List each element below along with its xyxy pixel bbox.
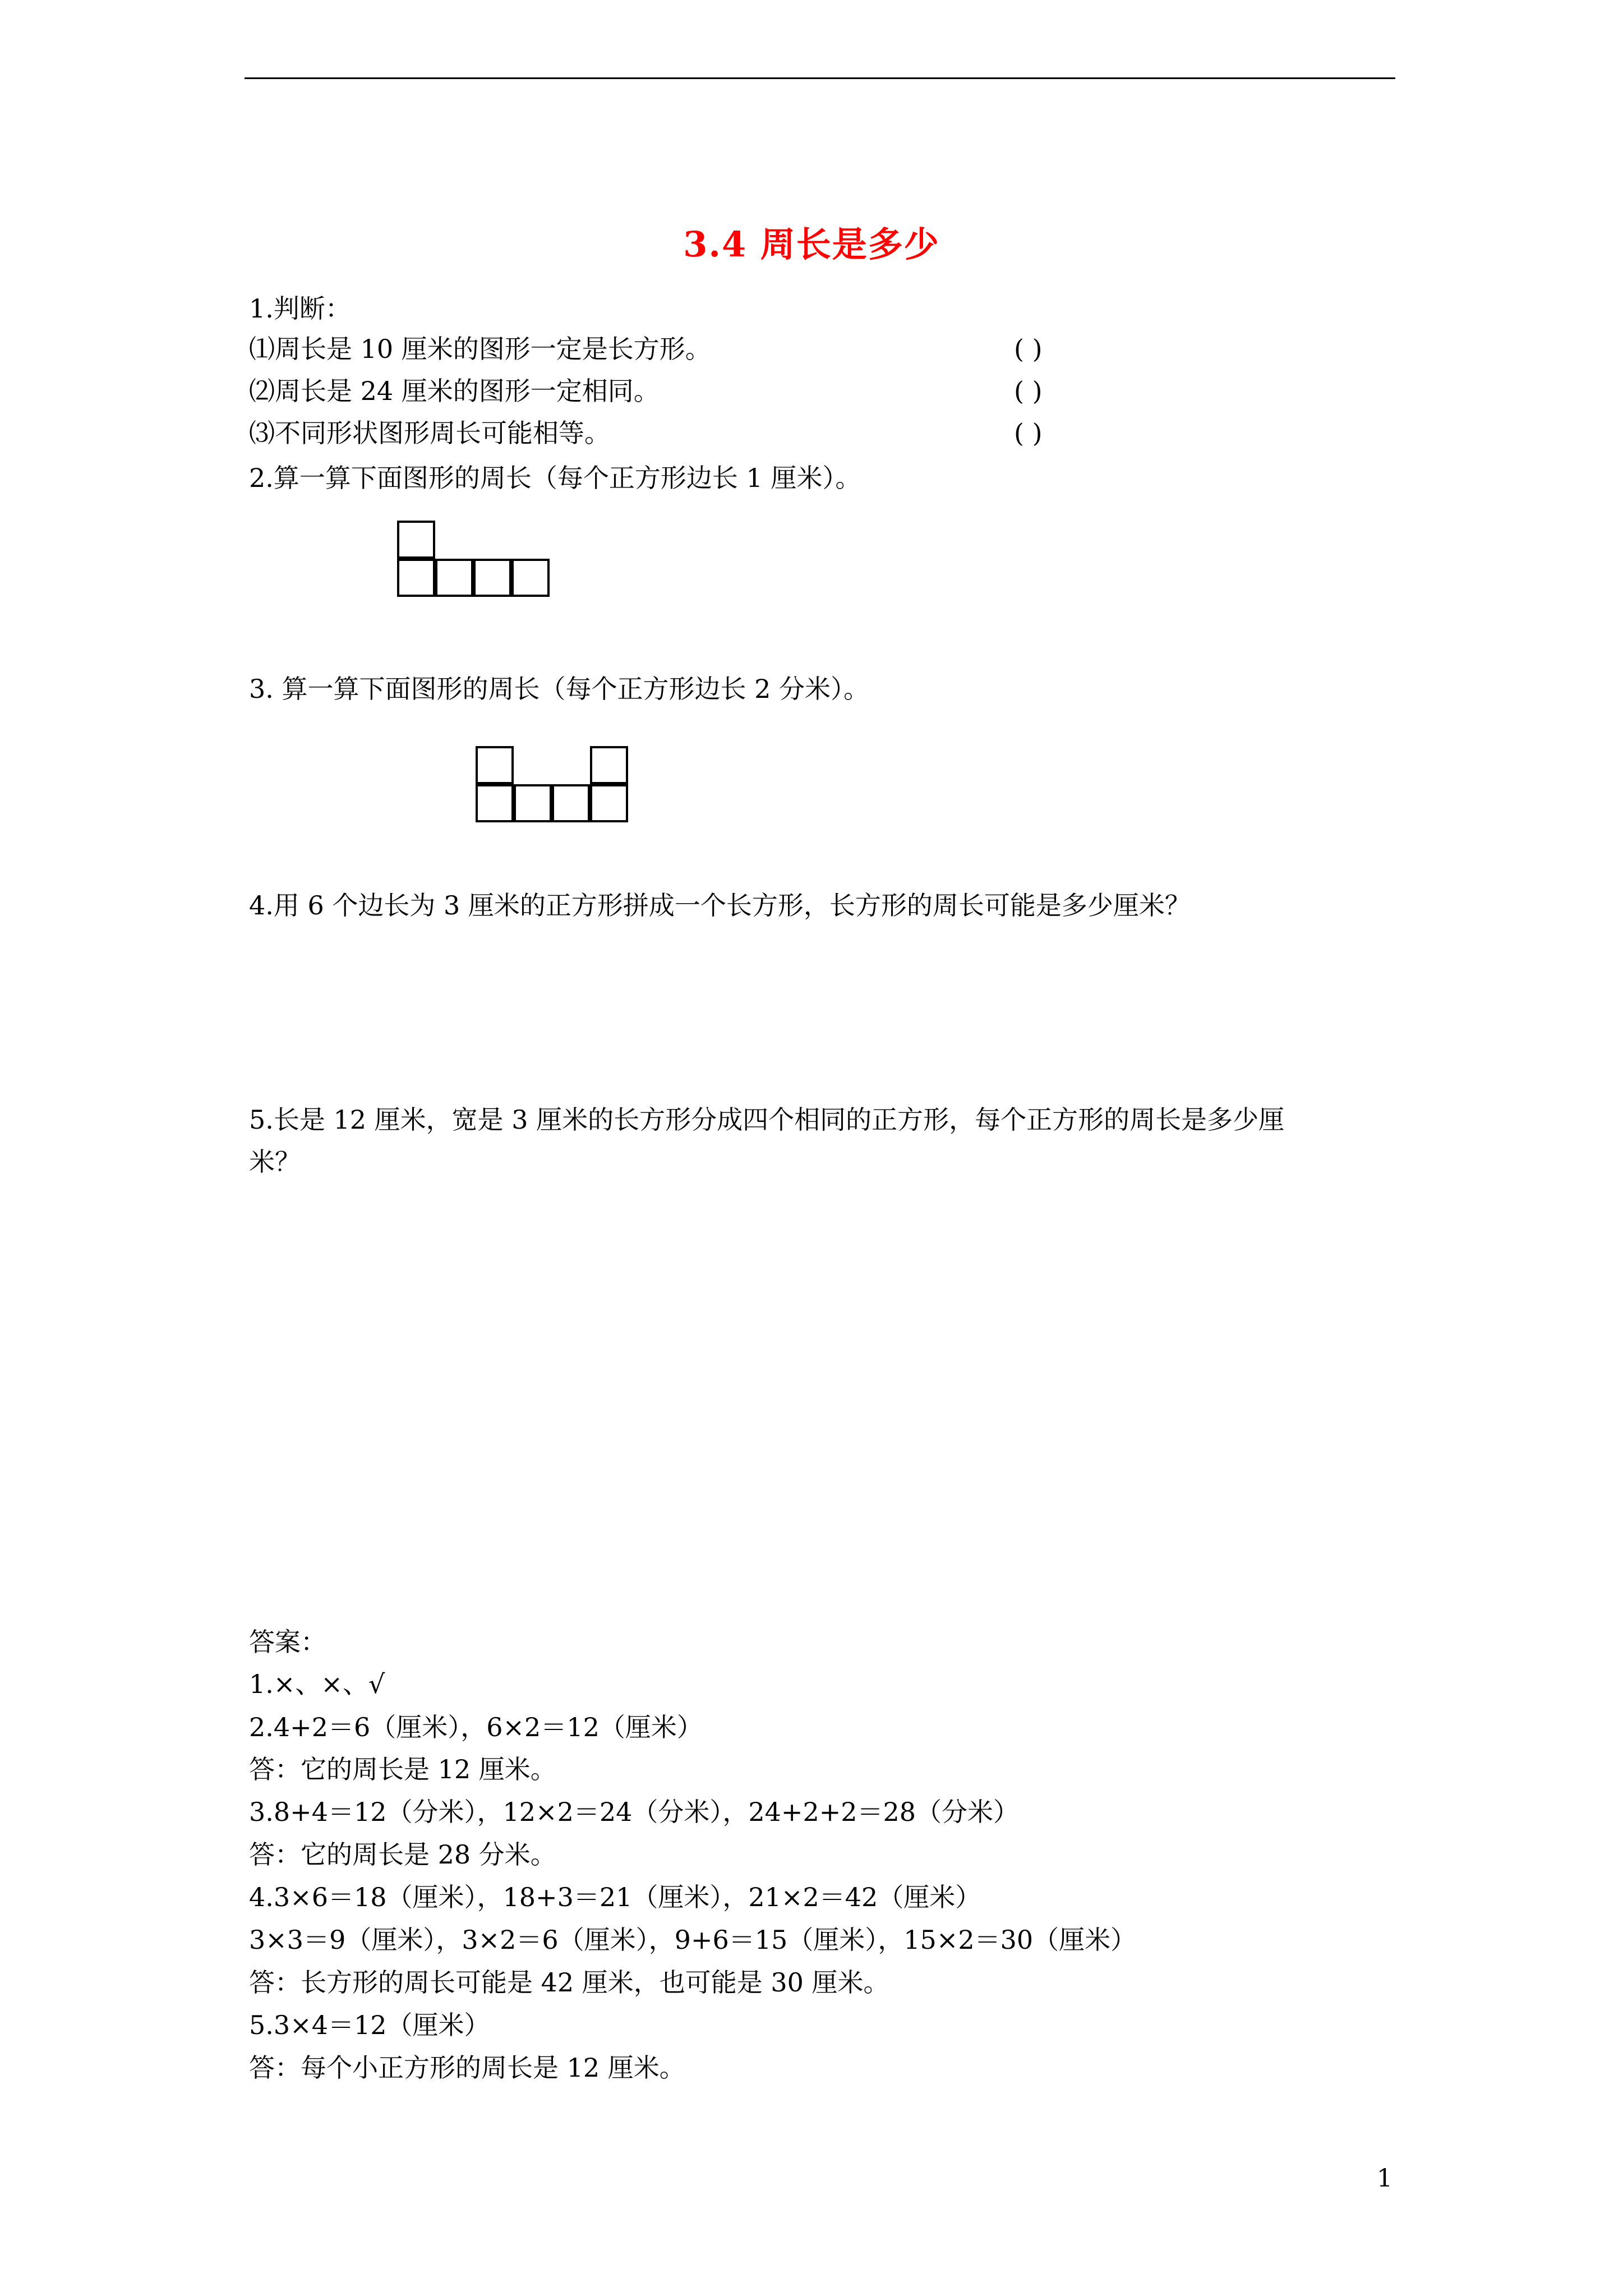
q3-cell	[590, 746, 628, 784]
answer-line: 2.4+2＝6（厘米），6×2＝12（厘米）	[249, 1712, 703, 1742]
q2-cell	[397, 521, 435, 559]
answer-line: 答：每个小正方形的周长是 12 厘米。	[249, 2053, 685, 2083]
answer-line: 5.3×4＝12（厘米）	[249, 2010, 490, 2040]
answer-line: 答：它的周长是 12 厘米。	[249, 1754, 556, 1784]
q1-item-2: ⑵周长是 24 厘米的图形一定相同。	[249, 376, 660, 406]
q4-text: 4.用 6 个边长为 3 厘米的正方形拼成一个长方形，长方形的周长可能是多少厘米？	[249, 890, 1191, 921]
page-title: 3.4 周长是多少	[683, 224, 940, 265]
q3-cell	[476, 746, 514, 784]
q2-text: 2.算一算下面图形的周长（每个正方形边长 1 厘米）。	[249, 463, 861, 493]
q1-item-1: ⑴周长是 10 厘米的图形一定是长方形。	[249, 334, 711, 364]
header-rule	[245, 77, 1395, 79]
q3-cell	[552, 784, 590, 822]
q3-cell	[590, 784, 628, 822]
q2-cell	[511, 559, 550, 597]
q5-text-line-2: 米？	[249, 1147, 301, 1177]
q3-text: 3. 算一算下面图形的周长（每个正方形边长 2 分米）。	[249, 674, 870, 704]
q2-cell	[473, 559, 511, 597]
answer-line: 3×3＝9（厘米），3×2＝6（厘米），9+6＝15（厘米），15×2＝30（厘米）	[249, 1925, 1137, 1955]
q1-item-1-blank: ( )	[1014, 334, 1043, 364]
q1-item-2-blank: ( )	[1014, 376, 1043, 406]
q3-cell	[514, 784, 552, 822]
answers-label: 答案：	[249, 1627, 326, 1657]
q3-figure	[476, 746, 636, 829]
answer-line: 1.×、×、√	[249, 1669, 385, 1699]
q1-item-3-blank: ( )	[1014, 418, 1043, 448]
page-number: 1	[1377, 2164, 1393, 2193]
answer-line: 答：长方形的周长可能是 42 厘米，也可能是 30 厘米。	[249, 1967, 889, 1998]
q2-cell	[397, 559, 435, 597]
q2-figure	[397, 521, 557, 604]
answer-line: 4.3×6＝18（厘米），18+3＝21（厘米），21×2＝42（厘米）	[249, 1882, 981, 1912]
answer-line: 3.8+4＝12（分米），12×2＝24（分米），24+2+2＝28（分米）	[249, 1797, 1020, 1827]
q5-text-line-1: 5.长是 12 厘米，宽是 3 厘米的长方形分成四个相同的正方形，每个正方形的周长是多少厘	[249, 1105, 1285, 1135]
q1-item-3: ⑶不同形状图形周长可能相等。	[249, 418, 610, 448]
q3-cell	[476, 784, 514, 822]
answer-line: 答：它的周长是 28 分米。	[249, 1839, 556, 1870]
q1-label: 1.判断：	[249, 293, 351, 324]
q2-cell	[435, 559, 473, 597]
